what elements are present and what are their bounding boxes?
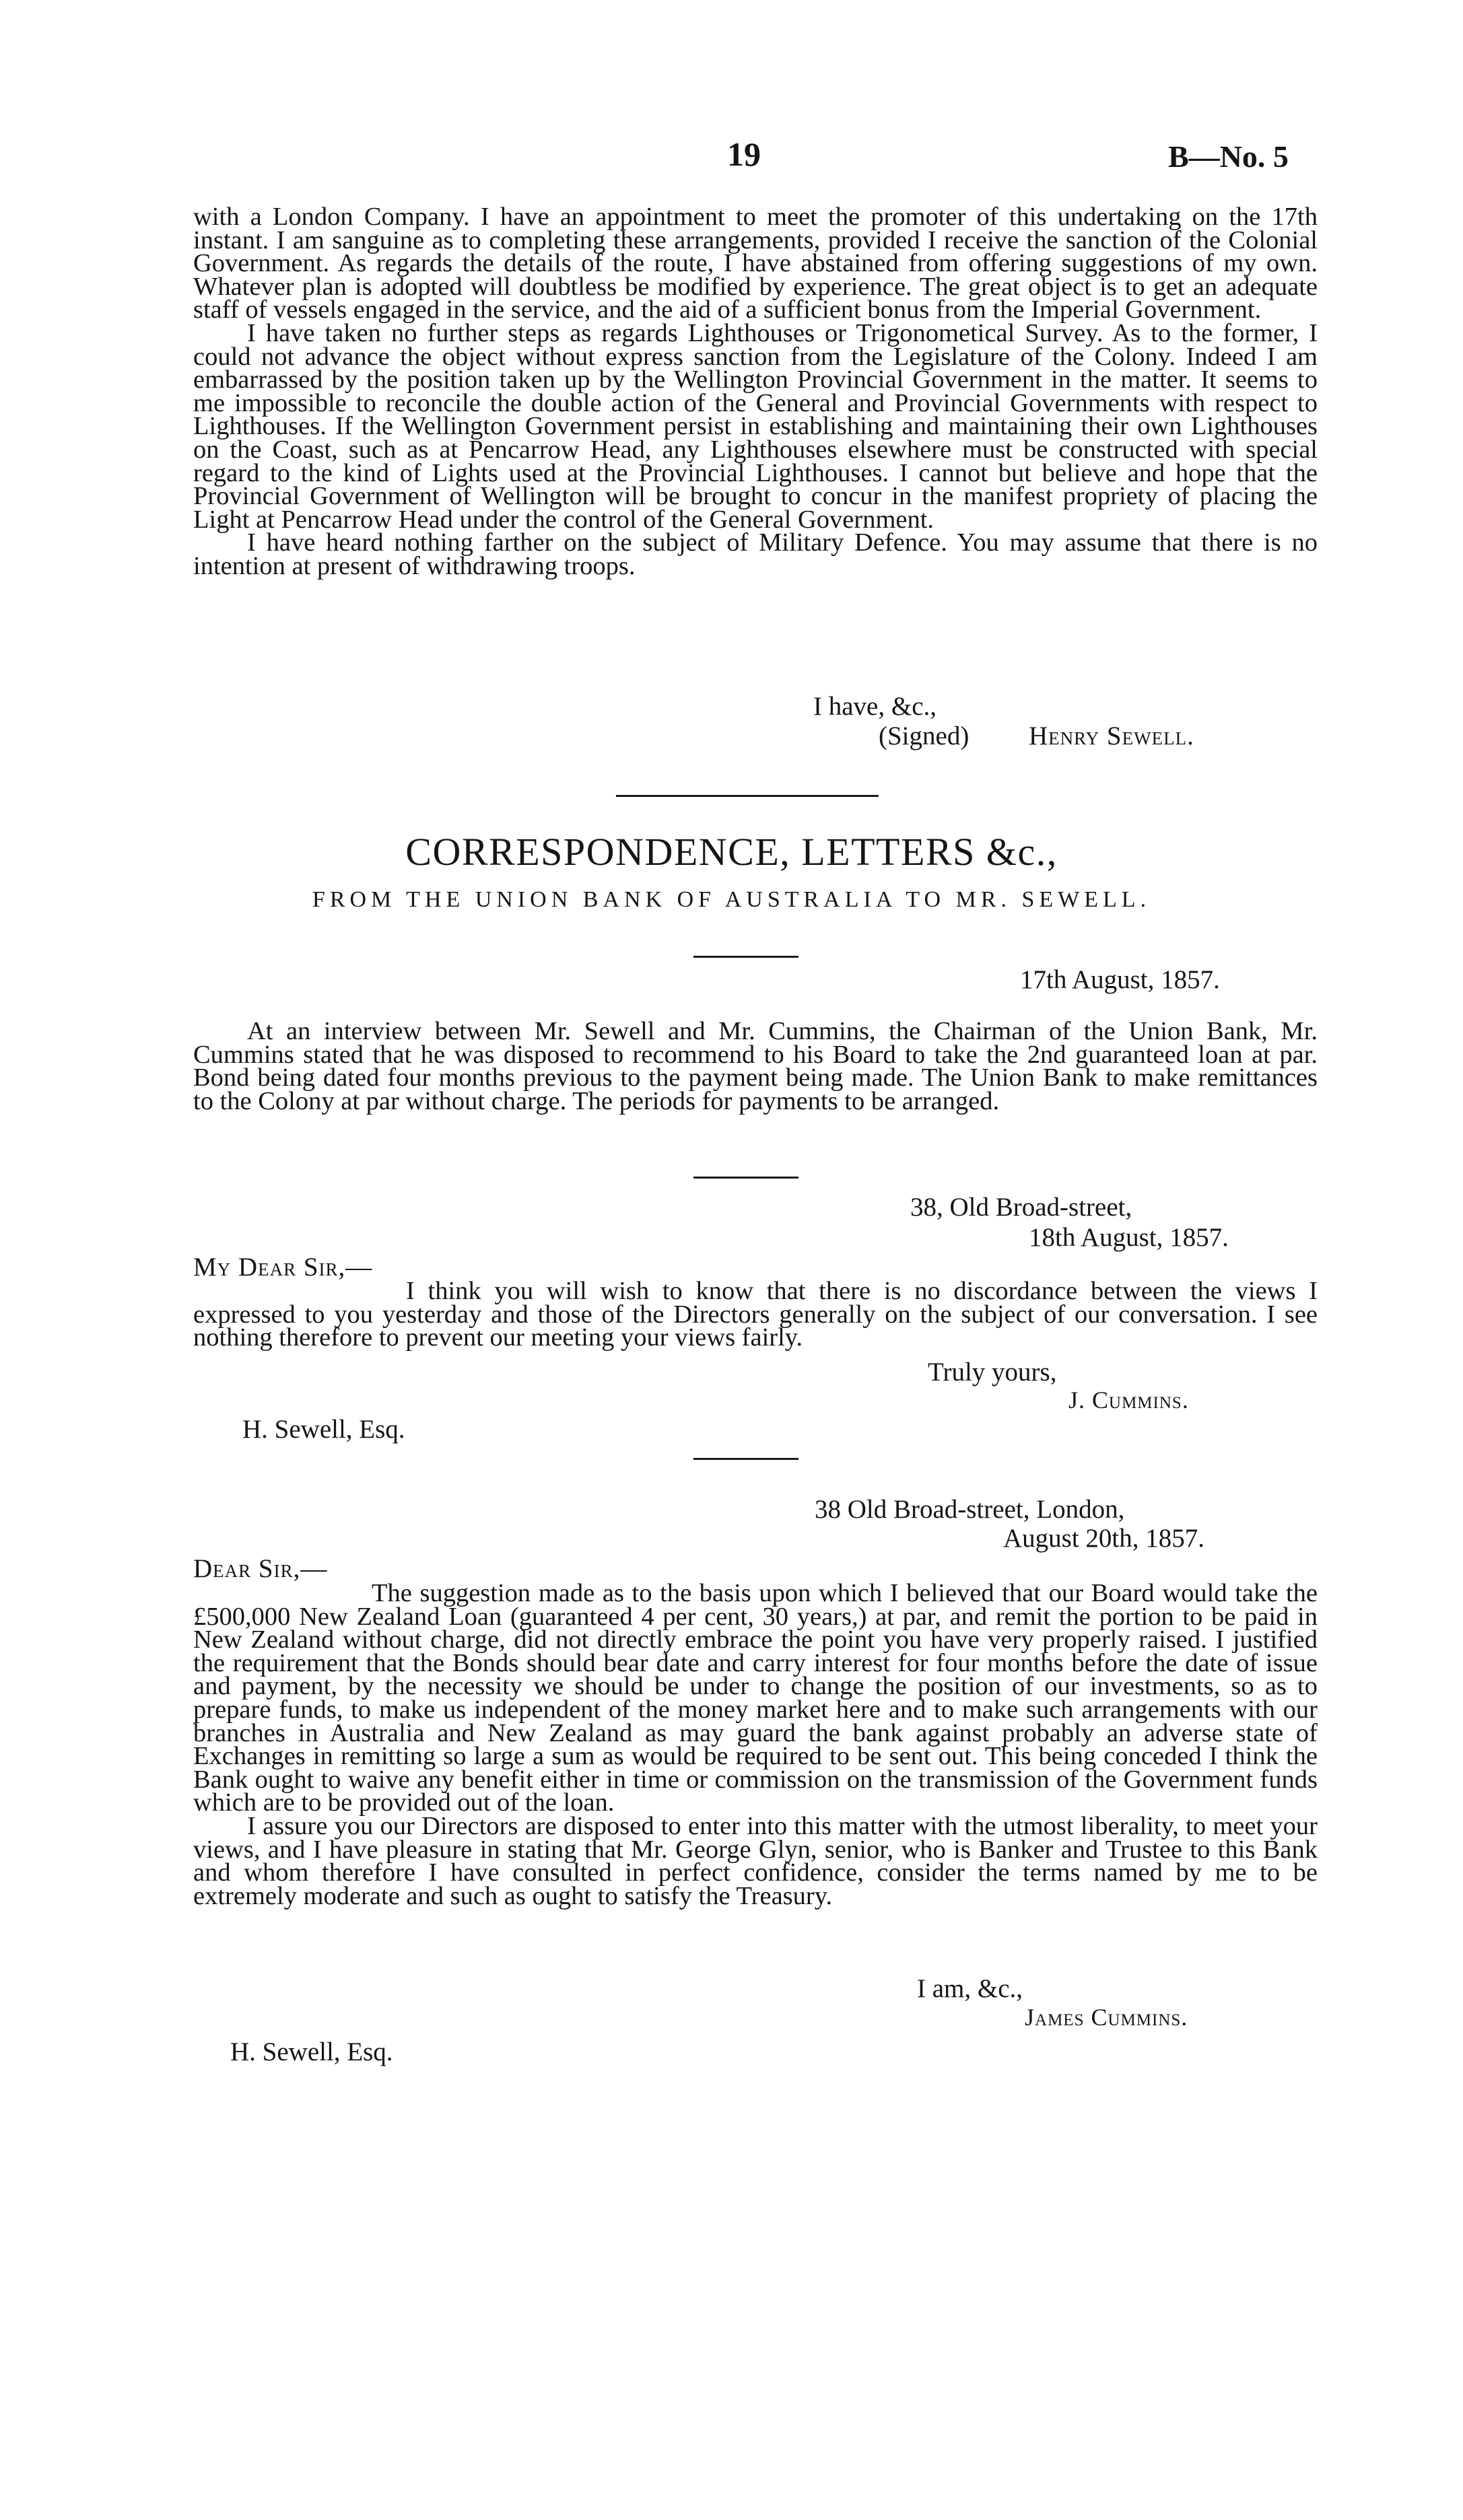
- page-number: 19: [727, 135, 761, 173]
- section-divider: [616, 795, 879, 797]
- signature-james-cummins: James Cummins.: [1025, 2004, 1188, 2031]
- paragraph: At an interview between Mr. Sewell and Mr. Cummins, the Chairman of the Union Bank, Mr. Cummins stated that he was disposed to recommend to his Board to take the 2nd guaranteed loan at par. Bond being dated four months previous to the payment being made. The Union Bank to make remittances to the Colony at par without charge. The periods for payments to be arranged.: [193, 1017, 1318, 1115]
- signed-label: (Signed): [879, 722, 969, 750]
- letter-address: 38, Old Broad-street,: [910, 1193, 1132, 1222]
- paragraph: The suggestion made as to the basis upon which I believed that our Board would take the £500,000 New Zealand Loan (guaranteed 4 per cent, 30 years,) at par, and remit the portion to be paid in New Zealand without charge, did not directly embrace the point you have very properly raised. I justified the requirement that the Bonds should bear date and carry interest for four months before the date of issue and payment, by the necessity we should be under to change the position of our investments, so as to prepare funds, to make us independent of the money market here and to make such arrangements with our branches in Australia and New Zealand as may guard the bank against probably an adverse state of Exchanges in remitting so large a sum as would be required to be sent out. This being conceded I think the Bank ought to waive any benefit either in time or commission on the transmission of the Government funds which are to be provided out of the loan.: [193, 1579, 1318, 1817]
- letter-date: August 20th, 1857.: [1003, 1524, 1205, 1553]
- signature-henry-sewell: Henry Sewell.: [1029, 722, 1194, 750]
- closing-formula: Truly yours,: [928, 1358, 1057, 1387]
- section-title: CORRESPONDENCE, LETTERS &c.,: [405, 830, 1058, 874]
- salutation: Dear Sir,—: [193, 1554, 328, 1583]
- closing-formula: I have, &c.,: [813, 692, 937, 721]
- memo-body: [193, 1017, 1318, 1115]
- addressee: H. Sewell, Esq.: [230, 2037, 393, 2066]
- letter-date: 18th August, 1857.: [1029, 1223, 1229, 1252]
- letter-body: [193, 1277, 1318, 1352]
- paragraph: I have taken no further steps as regards Lighthouses or Trigonometical Survey. As to the former, I could not advance the object without express sanction from the Legislature of the Colony. Indeed I am embarrassed by the position taken up by the Wellington Provincial Government in the matter. It seems to me impossible to reconcile the double action of the General and Provincial Governments with respect to Lighthouses. If the Wellington Government persist in establishing and maintaining their own Lighthouses on the Coast, such as at Pencarrow Head, any Lighthouses elsewhere must be constructed with special regard to the kind of Lights used at the Provincial Lighthouses. I cannot but believe and hope that the Provincial Government of Wellington will be brought to concur in the manifest propriety of placing the Light at Pencarrow Head under the control of the General Government.: [193, 318, 1318, 534]
- divider: [693, 1177, 798, 1179]
- closing-formula: I am, &c.,: [917, 1974, 1023, 2003]
- addressee: H. Sewell, Esq.: [242, 1415, 405, 1444]
- section-subtitle: FROM THE UNION BANK OF AUSTRALIA TO MR. SEWELL.: [312, 887, 1151, 912]
- divider: [693, 1458, 798, 1460]
- paragraph: I have heard nothing farther on the subject of Military Defence. You may assume that there is no intention at present of withdrawing troops.: [193, 528, 1318, 580]
- divider: [693, 956, 798, 958]
- letter-body: [193, 1579, 1318, 1910]
- letter-address: 38 Old Broad-street, London,: [815, 1495, 1125, 1524]
- paragraph: with a London Company. I have an appointment to meet the promoter of this undertaking on the 17th instant. I am sanguine as to completing these arrangements, provided I receive the sanction of the Colonial Government. As regards the details of the route, I have abstained from offering suggestions of my own. Whatever plan is adopted will doubtless be modified by experience. The great object is to get an adequate staff of vessels engaged in the service, and the aid of a sufficient bonus from the Imperial Government.: [193, 203, 1318, 324]
- salutation: My Dear Sir,—: [193, 1253, 373, 1282]
- paragraph: I assure you our Directors are disposed to enter into this matter with the utmost liberality, to meet your views, and I have pleasure in stating that Mr. George Glyn, senior, who is Banker and Trustee to this Bank and whom therefore I have consulted in perfect confidence, consider the terms named by me to be extremely moderate and such as ought to satisfy the Treasury.: [193, 1811, 1318, 1910]
- memo-date: 17th August, 1857.: [1020, 965, 1220, 994]
- sewell-letter-body: [193, 205, 1318, 578]
- signature-j-cummins: J. Cummins.: [1068, 1387, 1189, 1413]
- paragraph: I think you will wish to know that there is no discordance between the views I expressed to you yesterday and those of the Directors generally on the subject of our conversation. I see nothing therefore to prevent our meeting your views fairly.: [193, 1277, 1318, 1352]
- document-reference: B—No. 5: [1168, 139, 1289, 174]
